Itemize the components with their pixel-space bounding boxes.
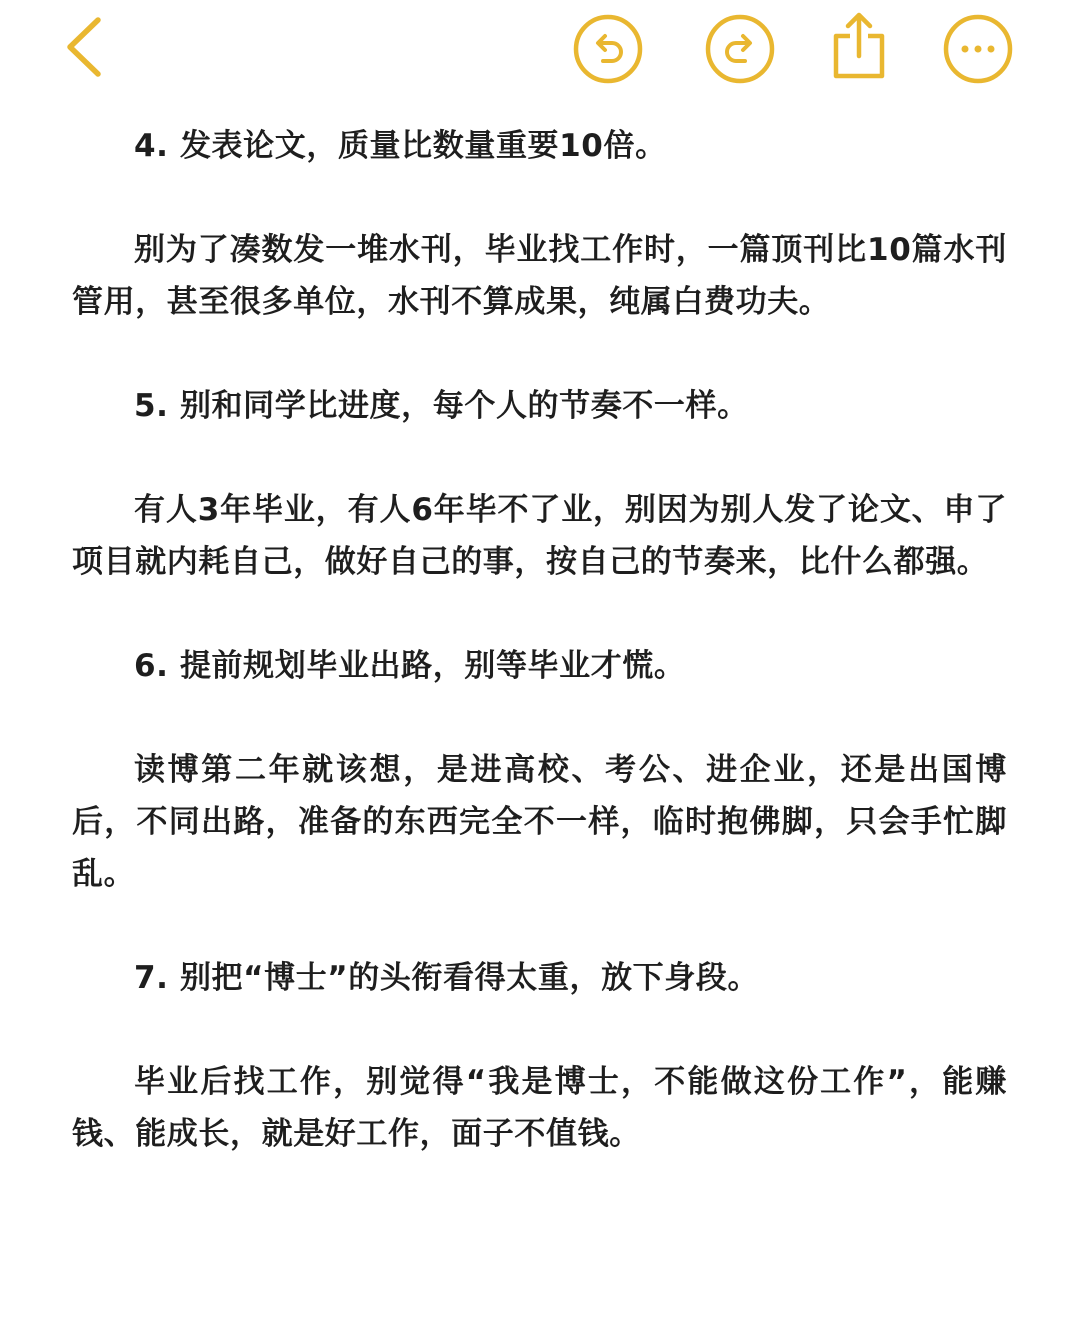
section-heading: 5. 别和同学比进度，每个人的节奏不一样。	[134, 388, 749, 424]
undo-button[interactable]	[572, 13, 644, 85]
redo-button[interactable]	[704, 13, 776, 85]
note-toolbar	[0, 0, 1079, 100]
section-body: 毕业后找工作，别觉得“我是博士，不能做这份工作”，能赚钱、能成长，就是好工作，面子不值钱。	[72, 1064, 1007, 1152]
more-button[interactable]	[942, 13, 1014, 85]
back-button[interactable]	[58, 14, 114, 80]
section-heading: 7. 别把“博士”的头衔看得太重，放下身段。	[134, 960, 760, 996]
share-button[interactable]	[826, 10, 892, 82]
note-content[interactable]	[72, 120, 1007, 1160]
redo-icon	[704, 13, 776, 85]
section-body: 别为了凑数发一堆水刊，毕业找工作时，一篇顶刊比10篇水刊管用，甚至很多单位，水刊不算成果，纯属白费功夫。	[72, 232, 1007, 320]
chevron-left-icon	[58, 14, 114, 80]
undo-icon	[572, 13, 644, 85]
section-heading: 4. 发表论文，质量比数量重要10倍。	[134, 128, 667, 164]
section-heading: 6. 提前规划毕业出路，别等毕业才慌。	[134, 648, 686, 684]
more-icon	[942, 13, 1014, 85]
share-icon	[826, 10, 892, 82]
section-body: 有人3年毕业，有人6年毕不了业，别因为别人发了论文、申了项目就内耗自己，做好自己的事，按自己的节奏来，比什么都强。	[72, 492, 1007, 580]
section-body: 读博第二年就该想，是进高校、考公、进企业，还是出国博后，不同出路，准备的东西完全不一样，临时抱佛脚，只会手忙脚乱。	[72, 752, 1007, 892]
